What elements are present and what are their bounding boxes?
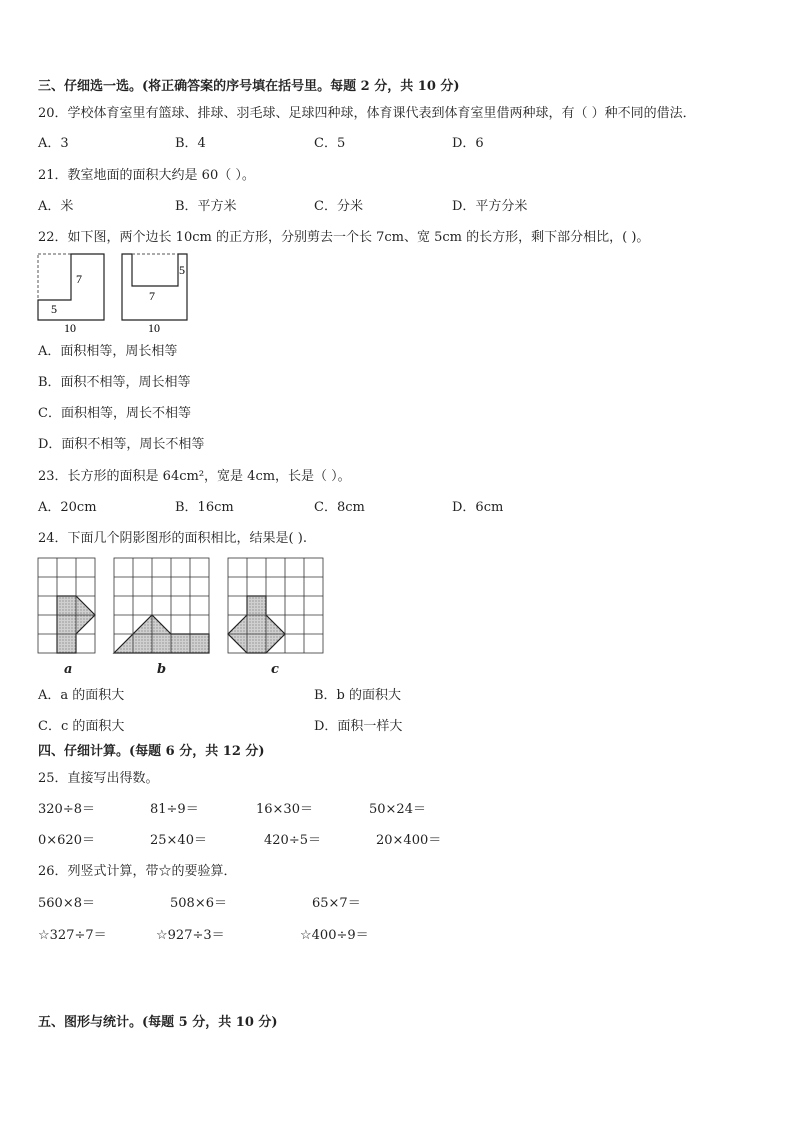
q25-item: 420÷5＝ [264,833,321,848]
q24-option-b: B．b 的面积大 [314,688,402,703]
q25-stem: 25．直接写出得数。 [38,771,159,786]
q26-stem: 26．列竖式计算，带☆的要验算． [38,864,237,879]
q23-option-b: B．16cm [175,500,234,515]
q23-stem: 23．长方形的面积是 64cm²，宽是 4cm，长是（ ）。 [38,469,351,484]
remaining-shape [38,254,104,320]
q21-stem: 21．教室地面的面积大约是 60（ ）。 [38,168,255,183]
q22-option-d: D．面积不相等，周长不相等 [38,437,205,452]
q25-item: 25×40＝ [150,833,207,848]
q26-item: ☆927÷3＝ [156,928,225,943]
q21-option-c: C．分米 [314,199,363,214]
q22-figure-1 [38,254,104,334]
q24-label-c: c [271,662,279,677]
fig1-label-a: 7 [76,272,82,286]
q25-item: 16×30＝ [256,802,313,817]
q22-option-c: C．面积相等，周长不相等 [38,406,191,421]
q23-option-a: A．20cm [38,500,97,515]
q20-option-d: D．6 [452,136,484,151]
shaded-shape-c [228,596,285,653]
q24-option-d: D．面积一样大 [314,719,403,734]
q25-item: 20×400＝ [376,833,442,848]
section-3-heading: 三、仔细选一选。(将正确答案的序号填在括号里。每题 2 分，共 10 分) [38,79,460,94]
q21-option-a: A．米 [38,199,74,214]
q25-item: 320÷8＝ [38,802,95,817]
q20-stem: 20．学校体育室里有篮球、排球、羽毛球、足球四种球，体育课代表到体育室里借两种球，有（ ）种不同的借法． [38,106,696,121]
q25-item: 0×620＝ [38,833,95,848]
q26-item: 508×6＝ [170,896,227,911]
q24-label-b: b [157,662,167,677]
q26-item: ☆327÷7＝ [38,928,107,943]
q23-option-d: D．6cm [452,500,504,515]
q22-option-b: B．面积不相等，周长相等 [38,375,191,390]
q23-option-c: C．8cm [314,500,365,515]
q20-option-c: C．5 [314,136,346,151]
q24-grid-b [114,558,209,653]
q24-option-c: C．c 的面积大 [38,719,125,734]
remaining-shape [122,254,187,320]
section-4-heading: 四、仔细计算。(每题 6 分，共 12 分) [38,744,265,759]
q22-stem: 22．如下图，两个边长 10cm 的正方形，分别剪去一个长 7cm、宽 5cm 的长方形，剩下部分相比，( )。 [38,230,650,245]
q22-option-a: A．面积相等，周长相等 [38,344,178,359]
fig2-label-a: 5 [179,263,185,277]
q24-figure [36,556,326,660]
q25-item: 50×24＝ [369,802,426,817]
q20-option-b: B．4 [175,136,206,151]
q24-grid-c [228,558,323,653]
fig2-bottom-label: 10 [148,321,160,334]
q24-option-a: A．a 的面积大 [38,688,125,703]
q22-figure-2 [122,254,187,334]
q21-option-b: B．平方米 [175,199,237,214]
q21-option-d: D．平方分米 [452,199,528,214]
q24-grid-a [38,558,95,653]
q20-option-a: A．3 [38,136,69,151]
q26-item: ☆400÷9＝ [300,928,369,943]
fig1-label-b: 5 [51,302,57,316]
q24-label-a: a [64,662,73,677]
q24-stem: 24．下面几个阴影图形的面积相比，结果是( ). [38,531,307,546]
fig2-label-b: 7 [149,289,155,303]
q25-item: 81÷9＝ [150,802,199,817]
section-5-heading: 五、图形与统计。(每题 5 分，共 10 分) [38,1015,278,1030]
q22-figure [36,252,196,334]
q26-item: 560×8＝ [38,896,95,911]
fig1-bottom-label: 10 [64,321,76,334]
q26-item: 65×7＝ [312,896,361,911]
